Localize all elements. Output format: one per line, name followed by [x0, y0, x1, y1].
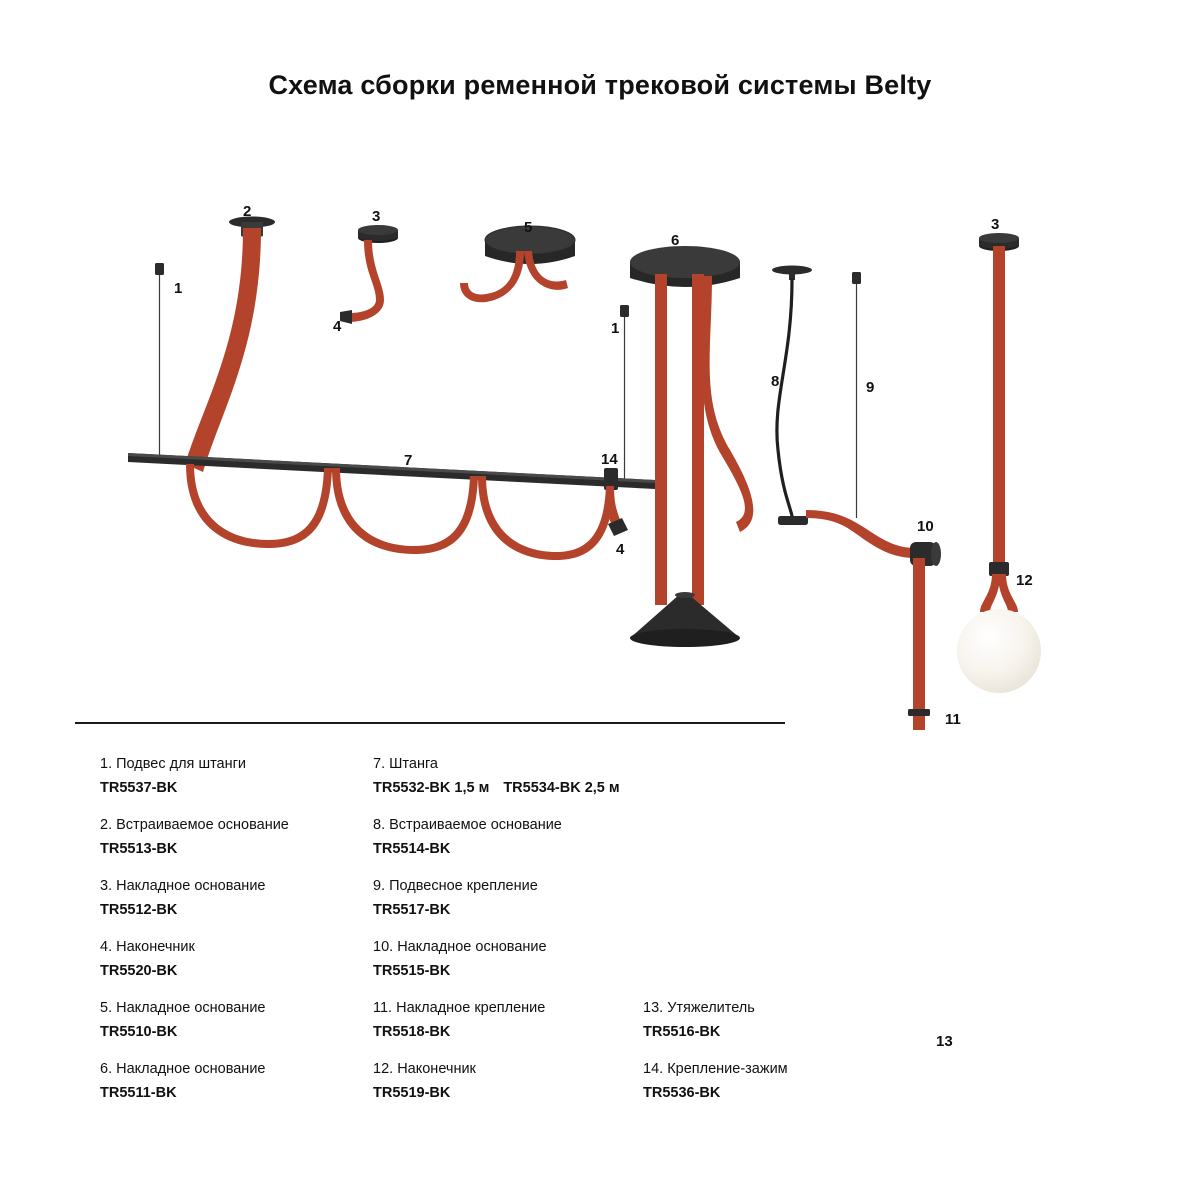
legend-item-6-name: Накладное основание	[116, 1061, 266, 1077]
callout-1-a: 1	[174, 280, 183, 297]
legend-item-12-code: TR5519-BK	[373, 1085, 451, 1102]
legend-item-6-code: TR5511-BK	[100, 1085, 177, 1102]
legend-item-2	[100, 816, 360, 858]
legend-item-11-name: Накладное крепление	[396, 1000, 546, 1016]
page-title: Схема сборки ременной трековой системы Belty	[268, 70, 932, 100]
diagram-illustration	[0, 150, 1200, 730]
legend-item-8-num: 8.	[373, 817, 386, 833]
legend-item-5	[100, 999, 360, 1041]
legend-item-13-num: 13.	[643, 1000, 664, 1016]
legend-item-9-num: 9.	[373, 878, 386, 894]
legend-item-6-num: 6.	[100, 1061, 113, 1077]
legend-item-3-name: Накладное основание	[116, 878, 266, 894]
strap-part-6-curve	[702, 276, 754, 532]
part-1-rod-suspension-left	[155, 263, 164, 460]
legend-item-13-name: Утяжелитель	[667, 1000, 755, 1016]
legend-item-2-name: Встраиваемое основание	[116, 817, 289, 833]
legend-item-10	[373, 938, 703, 980]
legend-item-7	[373, 755, 703, 797]
legend-item-9	[373, 877, 703, 919]
strap-globe-right	[998, 574, 1018, 612]
legend-item-14-num: 14.	[643, 1061, 664, 1077]
legend-item-7-code-alt: TR5534-BK 2,5 м	[503, 780, 620, 797]
callout-4-b: 4	[616, 541, 625, 558]
legend-item-10-num: 10.	[373, 939, 394, 955]
legend-item-5-code: TR5510-BK	[100, 1024, 178, 1041]
part-8-recessed-base	[772, 266, 812, 526]
legend-item-13	[643, 999, 943, 1041]
legend-item-8	[373, 816, 703, 858]
callout-14: 14	[601, 451, 618, 468]
callout-1-b: 1	[611, 320, 620, 337]
callout-13: 13	[936, 1033, 953, 1050]
part-4-tip-left	[340, 310, 352, 324]
legend-item-5-num: 5.	[100, 1000, 113, 1016]
legend-item-7-name: Штанга	[389, 756, 438, 772]
part-6-surface-base-large	[630, 246, 740, 287]
legend-item-1-num: 1.	[100, 756, 113, 772]
part-3-surface-base-left	[358, 225, 398, 243]
legend-item-4-code: TR5520-BK	[100, 963, 178, 980]
legend-item-14-code: TR5536-BK	[643, 1085, 721, 1102]
callout-7: 7	[404, 452, 413, 469]
legend-item-7-num: 7.	[373, 756, 386, 772]
legend-item-6	[100, 1060, 360, 1102]
legend-item-4	[100, 938, 360, 980]
strap-part-3-right	[993, 246, 1005, 568]
cone-shade	[630, 592, 740, 647]
callout-3-a: 3	[372, 208, 381, 225]
callout-8: 8	[771, 373, 780, 390]
callout-6: 6	[671, 232, 680, 249]
strap-part-6-left	[655, 274, 667, 605]
legend-item-2-code: TR5513-BK	[100, 841, 178, 858]
legend-item-11-num: 11.	[373, 1000, 393, 1016]
callout-11: 11	[945, 711, 961, 728]
legend-item-10-code: TR5515-BK	[373, 963, 451, 980]
callout-4-a: 4	[333, 318, 342, 335]
legend-item-1-code: TR5537-BK	[100, 780, 178, 797]
legend-item-12-num: 12.	[373, 1061, 394, 1077]
legend-item-1-name: Подвес для штанги	[116, 756, 247, 772]
part-7-rod	[128, 453, 655, 489]
callout-2: 2	[243, 203, 252, 220]
legend-item-14	[643, 1060, 943, 1102]
legend-item-2-num: 2.	[100, 817, 113, 833]
legend-item-13-code: TR5516-BK	[643, 1024, 721, 1041]
legend-item-9-name: Подвесное крепление	[389, 878, 538, 894]
part-12-tip	[989, 562, 1009, 576]
legend-item-9-code: TR5517-BK	[373, 902, 451, 919]
strap-part-6-right	[692, 274, 704, 605]
legend-divider	[75, 722, 785, 724]
legend-item-8-name: Встраиваемое основание	[389, 817, 562, 833]
strap-to-part-10	[806, 510, 916, 558]
legend-item-7-code: TR5532-BK 1,5 м	[373, 780, 490, 797]
strap-part-3-left	[350, 240, 384, 322]
legend-item-8-code: TR5514-BK	[373, 841, 451, 858]
legend-item-14-name: Крепление-зажим	[667, 1061, 788, 1077]
legend-item-1	[100, 755, 360, 797]
legend-item-5-name: Накладное основание	[116, 1000, 266, 1016]
callout-3-b: 3	[991, 216, 1000, 233]
strap-vertical-long	[913, 558, 925, 730]
legend-item-3-num: 3.	[100, 878, 113, 894]
legend-item-3-code: TR5512-BK	[100, 902, 178, 919]
legend-item-3	[100, 877, 360, 919]
part-9-pendant-mount	[852, 272, 861, 518]
globe-shade	[957, 609, 1041, 693]
legend-item-4-name: Наконечник	[116, 939, 195, 955]
part-11-surface-clip	[908, 709, 930, 716]
part-1-rod-suspension-right	[620, 305, 629, 482]
legend-item-12-name: Наконечник	[397, 1061, 476, 1077]
callout-5: 5	[524, 219, 533, 236]
legend-item-10-name: Накладное основание	[397, 939, 547, 955]
callout-9: 9	[866, 379, 875, 396]
legend-item-4-num: 4.	[100, 939, 113, 955]
callout-10: 10	[917, 518, 934, 535]
strap-globe-left	[980, 574, 1000, 612]
callout-12: 12	[1016, 572, 1033, 589]
strap-part-2	[185, 228, 261, 472]
legend-item-11-code: TR5518-BK	[373, 1024, 451, 1041]
